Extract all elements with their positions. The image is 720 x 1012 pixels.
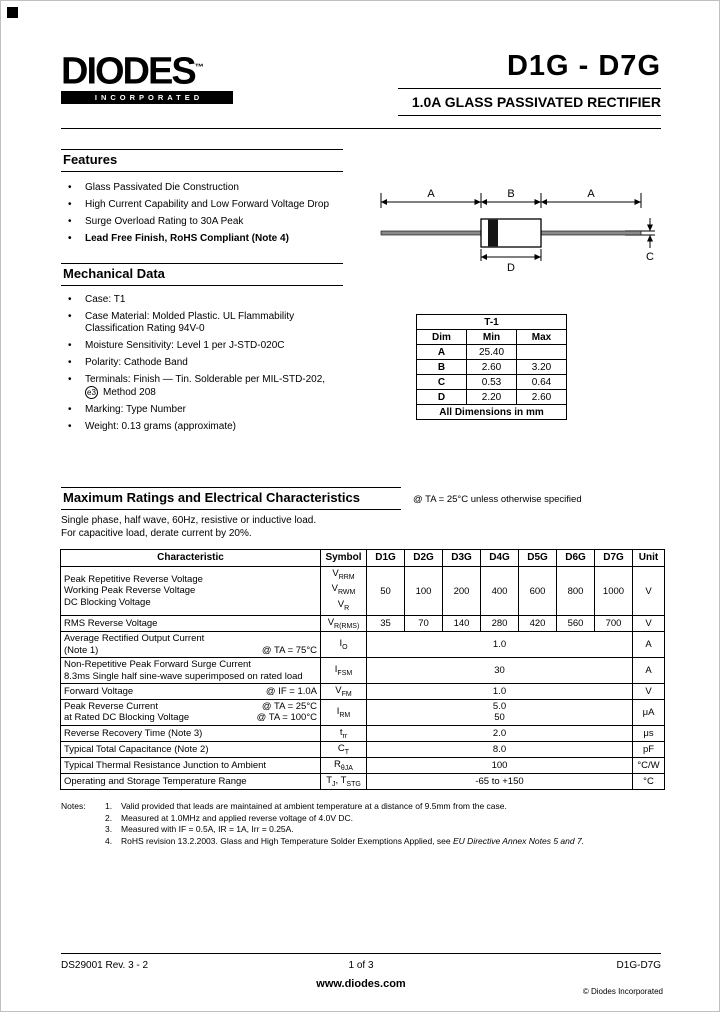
dim-label-b: B	[507, 188, 515, 200]
test-condition: @ IF = 1.0A	[265, 685, 317, 697]
unit-cell: A	[633, 658, 665, 684]
feature-text: Lead Free Finish, RoHS Compliant (Note 4)	[85, 233, 289, 244]
mechanical-text: Marking: Type Number	[85, 404, 186, 416]
note-item	[105, 836, 584, 847]
characteristic-line: Forward Voltage @ IF = 1.0A	[64, 685, 317, 697]
value-cell: 5.0 50	[367, 699, 633, 725]
dim-min: 25.40	[467, 345, 517, 360]
mechanical-text: Case Material: Molded Plastic. UL Flammability	[85, 311, 295, 322]
characteristic-cell	[61, 658, 321, 684]
title-block	[398, 49, 661, 116]
intro-line1: Single phase, half wave, 60Hz, resistive or inductive load.	[61, 515, 317, 526]
value-cell: 400	[481, 567, 519, 616]
unit-cell: V	[633, 616, 665, 632]
value-cell: 35	[367, 616, 405, 632]
ratings-row-reverse-voltage	[61, 567, 665, 616]
ratings-row-forward-voltage	[61, 684, 665, 700]
value-cell: -65 to +150	[367, 773, 633, 789]
logo-incorporated-bar: INCORPORATED	[61, 91, 233, 104]
unit-cell: °C	[633, 773, 665, 789]
max-ratings-heading-bar	[61, 487, 661, 510]
unit-cell: μA	[633, 699, 665, 725]
value-cell: 280	[481, 616, 519, 632]
ratings-row-capacitance	[61, 741, 665, 757]
value-cell: 140	[443, 616, 481, 632]
mechanical-text-line2	[85, 386, 393, 399]
dim-label-c: C	[646, 251, 654, 263]
symbol-cell: $R_{\theta JA}$	[321, 757, 367, 773]
mechanical-item	[63, 357, 393, 369]
footer	[61, 960, 661, 971]
col-header-d5g: D5G	[519, 550, 557, 567]
intro-line2: For capacitive load, derate current by 20%.	[61, 528, 252, 539]
ratings-table	[60, 549, 665, 790]
col-header-d7g: D7G	[595, 550, 633, 567]
features-heading: Features	[61, 149, 343, 172]
dim-label-a1: A	[427, 188, 435, 200]
test-condition: @ TA = 25°C	[261, 700, 317, 712]
characteristic-line: Peak Reverse Current @ TA = 25°C	[64, 700, 317, 712]
logo-text: DIODES	[61, 50, 195, 93]
col-header-symbol: Symbol	[321, 550, 367, 567]
feature-item	[63, 182, 363, 194]
characteristic-cell: Reverse Recovery Time (Note 3)	[61, 725, 321, 741]
document-id: DS29001 Rev. 3 - 2	[61, 960, 149, 971]
dim-row	[417, 360, 567, 375]
package-outline-diagram	[367, 185, 661, 273]
note-text: RoHS revision 13.2.2003. Glass and High Temperature Solder Exemptions Applied, see EU Directive Annex Notes 5 and 7.	[121, 835, 585, 846]
value-cell: 8.0	[367, 741, 633, 757]
min-col-header: Min	[467, 330, 517, 345]
mechanical-text: Weight: 0.13 grams (approximate)	[85, 421, 236, 433]
test-condition: @ TA = 100°C	[256, 712, 317, 724]
note-text: Valid provided that leads are maintained at ambient temperature at a distance of 9.5mm from the case.	[121, 801, 507, 811]
mechanical-item	[63, 374, 393, 399]
value-cell: 1.0	[367, 632, 633, 658]
registration-mark	[7, 7, 18, 18]
copyright-notice: © Diodes Incorporated	[582, 987, 663, 996]
dim-row	[417, 345, 567, 360]
feature-item	[63, 233, 363, 245]
document-subtitle: 1.0A GLASS PASSIVATED RECTIFIER	[398, 88, 661, 116]
col-header-d3g: D3G	[443, 550, 481, 567]
dim-min: 2.60	[467, 360, 517, 375]
value-cell: 560	[557, 616, 595, 632]
unit-cell: °C/W	[633, 757, 665, 773]
mechanical-data-heading: Mechanical Data	[61, 263, 343, 286]
dim-max: 2.60	[517, 390, 567, 405]
characteristic-line: DC Blocking Voltage	[64, 596, 151, 608]
characteristic-cell: RMS Reverse Voltage	[61, 616, 321, 632]
test-condition: @ TA = 75°C	[261, 644, 317, 656]
value-cell: 200	[443, 567, 481, 616]
dim-max: 3.20	[517, 360, 567, 375]
col-header-unit: Unit	[633, 550, 665, 567]
dim-table-footer: All Dimensions in mm	[417, 405, 567, 420]
symbol-cell: $V_{R(RMS)}$	[321, 616, 367, 632]
characteristic-cell: Operating and Storage Temperature Range	[61, 773, 321, 789]
symbol-cell: $I_O$	[321, 632, 367, 658]
notes-list	[105, 801, 584, 847]
dim-letter: A	[417, 345, 467, 360]
col-header-d6g: D6G	[557, 550, 595, 567]
note-item	[105, 824, 584, 835]
max-ratings-heading: Maximum Ratings and Electrical Characteristics	[61, 487, 401, 510]
symbol: $V_{RRM}$	[332, 568, 355, 581]
dim-row	[417, 390, 567, 405]
symbol-cell: $t_{rr}$	[321, 725, 367, 741]
ratings-row-rms-voltage	[61, 616, 665, 632]
max-ratings-condition: @ TA = 25°C unless otherwise specified	[413, 494, 582, 505]
note-number: 4.	[105, 835, 113, 846]
right-lead	[541, 231, 641, 235]
note-emphasis: EU Directive Annex Notes 5 and 7.	[453, 835, 585, 846]
dim-table-title-row	[417, 315, 567, 330]
value-cell: 1.0	[367, 684, 633, 700]
mechanical-item	[63, 311, 393, 335]
notes-label: Notes:	[61, 801, 86, 811]
symbol-cell	[321, 567, 367, 616]
trademark-symbol: ™	[194, 62, 204, 72]
feature-text: Surge Overload Rating to 30A Peak	[85, 216, 244, 227]
dim-table-title: T-1	[417, 315, 567, 330]
dim-min: 2.20	[467, 390, 517, 405]
max-col-header: Max	[517, 330, 567, 345]
value-cell: 1000	[595, 567, 633, 616]
mechanical-text: Polarity: Cathode Band	[85, 357, 188, 368]
symbol-cell: $I_{FSM}$	[321, 658, 367, 684]
value-cell: 50	[367, 567, 405, 616]
characteristic-cell: Typical Thermal Resistance Junction to Ambient	[61, 757, 321, 773]
feature-item	[63, 199, 363, 211]
page-number: 1 of 3	[348, 960, 374, 971]
symbol-cell: $T_J$, $T_{STG}$	[321, 773, 367, 789]
website-url: www.diodes.com	[316, 978, 406, 990]
mechanical-item	[63, 404, 393, 416]
mechanical-item	[63, 340, 393, 352]
dim-max	[517, 345, 567, 360]
mechanical-item	[63, 421, 393, 433]
unit-cell: V	[633, 567, 665, 616]
package-dimensions-table	[416, 314, 567, 420]
footer-part-number: D1G-D7G	[616, 960, 661, 971]
value-cell: 70	[405, 616, 443, 632]
characteristic-cell	[61, 684, 321, 700]
ratings-intro	[61, 514, 316, 540]
characteristic-line: Average Rectified Output Current	[64, 633, 205, 645]
value-cell: 100	[405, 567, 443, 616]
features-list	[63, 182, 363, 250]
ratings-row-output-current	[61, 632, 665, 658]
characteristic-line: 8.3ms Single half sine-wave superimposed on rated load	[64, 670, 303, 682]
note-text: Measured with IF = 0.5A, IR = 1A, Irr = 0.25A.	[121, 824, 294, 834]
logo-wordmark	[61, 49, 233, 93]
dim-row	[417, 375, 567, 390]
unit-cell: A	[633, 632, 665, 658]
header	[61, 49, 661, 116]
feature-text: High Current Capability and Low Forward Voltage Drop	[85, 199, 330, 210]
notes-section	[61, 801, 671, 847]
note-item	[105, 813, 584, 824]
value-cell: 700	[595, 616, 633, 632]
note-text: Measured at 1.0MHz and applied reverse voltage of 4.0V DC.	[121, 812, 353, 823]
characteristic-cell	[61, 699, 321, 725]
characteristic-line: at Rated DC Blocking Voltage @ TA = 100°C	[64, 712, 317, 724]
ratings-row-thermal-resistance	[61, 757, 665, 773]
note-number: 2.	[105, 812, 113, 823]
dim-col-header: Dim	[417, 330, 467, 345]
symbol: $V_R$	[337, 598, 350, 612]
dim-letter: C	[417, 375, 467, 390]
note-number: 3.	[105, 824, 113, 834]
symbol-cell: $I_{RM}$	[321, 699, 367, 725]
ratings-header-row	[61, 550, 665, 567]
characteristic-line: Working Peak Reverse Voltage	[64, 585, 196, 597]
symbol-cell: $C_T$	[321, 741, 367, 757]
diodes-logo	[61, 49, 233, 116]
part-number-title: D1G - D7G	[506, 50, 661, 82]
value-cell: 30	[367, 658, 633, 684]
dim-table-header-row	[417, 330, 567, 345]
value-cell: 100	[367, 757, 633, 773]
dim-min: 0.53	[467, 375, 517, 390]
header-divider	[61, 128, 661, 129]
dim-max: 0.64	[517, 375, 567, 390]
ratings-row-recovery-time	[61, 725, 665, 741]
col-header-characteristic: Characteristic	[61, 550, 321, 567]
characteristic-cell	[61, 632, 321, 658]
value-cell: 420	[519, 616, 557, 632]
lead-free-e3-icon: e3	[85, 386, 98, 399]
characteristic-line: Non-Repetitive Peak Forward Surge Current	[64, 659, 251, 671]
characteristic-cell	[61, 567, 321, 616]
symbol-cell: $V_{FM}$	[321, 684, 367, 700]
mechanical-item	[63, 294, 393, 306]
unit-cell: V	[633, 684, 665, 700]
characteristic-cell: Typical Total Capacitance (Note 2)	[61, 741, 321, 757]
mechanical-text-line2: Classification Rating 94V-0	[85, 323, 205, 334]
dim-letter: D	[417, 390, 467, 405]
left-lead	[381, 231, 481, 235]
dim-letter: B	[417, 360, 467, 375]
mechanical-text: Moisture Sensitivity: Level 1 per J-STD-020C	[85, 340, 285, 351]
mechanical-text: Method 208	[103, 387, 156, 399]
ratings-row-temperature-range	[61, 773, 665, 789]
note-item	[105, 801, 584, 812]
ratings-row-reverse-current	[61, 699, 665, 725]
symbol: $V_{RWM}$	[331, 583, 356, 597]
value-cell: 800	[557, 567, 595, 616]
feature-text: Glass Passivated Die Construction	[85, 182, 239, 193]
dim-label-d: D	[507, 262, 515, 273]
characteristic-line: Peak Repetitive Reverse Voltage	[64, 573, 203, 585]
col-header-d4g: D4G	[481, 550, 519, 567]
mechanical-text: Terminals: Finish — Tin. Solderable per MIL-STD-202,	[85, 374, 326, 385]
value-cell: 2.0	[367, 725, 633, 741]
value-cell: 600	[519, 567, 557, 616]
cathode-band	[488, 220, 498, 247]
col-header-d2g: D2G	[405, 550, 443, 567]
mechanical-text: Case: T1	[85, 294, 126, 305]
unit-cell: pF	[633, 741, 665, 757]
dim-table-footer-row	[417, 405, 567, 420]
footer-divider	[61, 953, 661, 954]
col-header-d1g: D1G	[367, 550, 405, 567]
characteristic-line: (Note 1) @ TA = 75°C	[64, 644, 317, 656]
feature-item	[63, 216, 363, 228]
unit-cell: μs	[633, 725, 665, 741]
dim-label-a2: A	[587, 188, 595, 200]
mechanical-data-list	[63, 294, 393, 438]
note-number: 1.	[105, 801, 113, 811]
ratings-row-surge-current	[61, 658, 665, 684]
